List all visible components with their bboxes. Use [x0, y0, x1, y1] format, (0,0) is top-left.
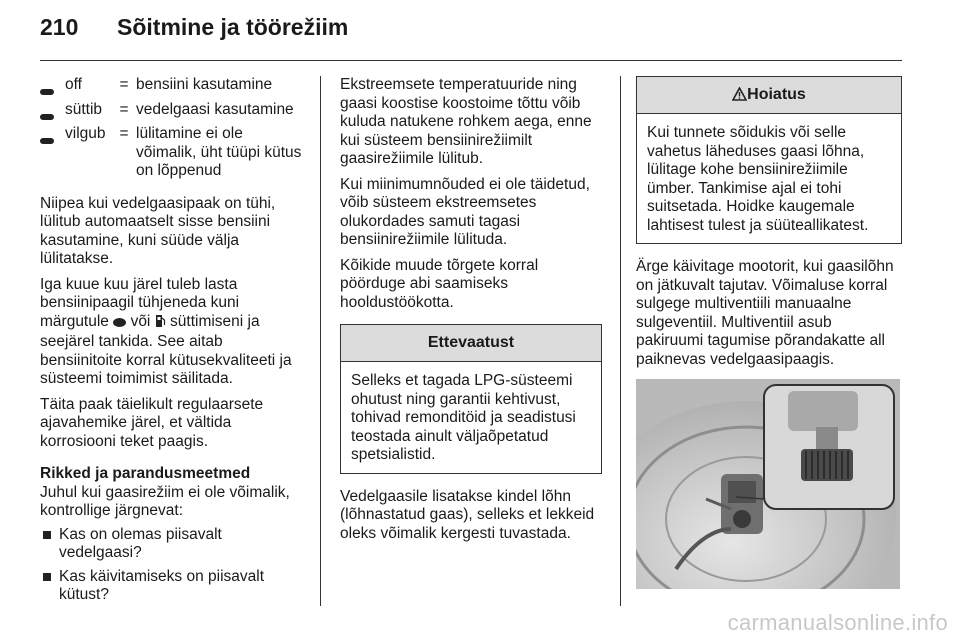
paragraph: Vedelgaasile lisatakse kindel lõhn (lõhnastatud gaas), selleks et lekkeid oleks võimalik kergesti tuvastada.	[340, 487, 595, 542]
legend-equals: =	[119, 100, 129, 118]
paragraph: Kõikide muude tõrgete korral pöörduge abi saamiseks hooldustöökotta.	[340, 256, 539, 311]
fuel-pump-icon	[155, 314, 166, 334]
watermark: carmanualsonline.info	[727, 610, 948, 635]
multivalve-illustration	[636, 379, 900, 589]
legend-equals: =	[119, 125, 129, 142]
warning-box	[636, 76, 902, 244]
caution-box	[340, 324, 602, 474]
legend-definition: bensiini kasutamine	[136, 76, 273, 93]
page-number: 210	[40, 14, 79, 40]
legend-row	[40, 76, 306, 101]
indicator-lamp-icon	[40, 114, 54, 120]
list-item	[40, 526, 306, 563]
column-left	[40, 76, 306, 605]
legend-row	[40, 125, 306, 181]
paragraph: Ekstreemsete temperatuuride ning gaasi koostise koostoime tõttu võib kuluda natukene rohkem aega, enne kui süsteem bensiinirežiimilt gaasirežiimile lülitub.	[340, 76, 592, 167]
legend-row	[40, 101, 306, 126]
section-heading: Rikked ja parandusmeetmed	[40, 465, 251, 482]
legend-term: süttib	[65, 100, 103, 118]
warning-header	[637, 77, 901, 114]
text-span: süttimiseni ja seejärel tankida. See aitab bensiinitoite korral kütusekvaliteeti ja süsteemi toimimist säilitada.	[40, 312, 292, 387]
caution-text: Selleks et tagada LPG-süsteemi ohutust ning garantii kehtivust, tohivad remonditöid ja seadistusi teostada ainult väljaõpetatud spetsialistid.	[351, 372, 576, 463]
warning-title: Hoiatus	[747, 86, 806, 103]
legend-equals: =	[119, 76, 129, 93]
header-divider	[40, 60, 902, 61]
lpg-indicator-icon	[113, 318, 126, 327]
column-middle	[340, 76, 602, 550]
bullet-icon	[43, 531, 51, 539]
text-span: või	[130, 312, 151, 330]
legend-definition: lülitamine ei ole võimalik, üht tüüpi kütus on lõppenud	[136, 125, 302, 179]
paragraph: Ärge käivitage mootorit, kui gaasilõhn on jätkuvalt tajutav. Võimaluse korral sulgege multiventiili manuaalne sulgeventiil. Multiventiil asub pakiruumi tagumise põrandakatte all paiknevas vedelgaasipaagis.	[636, 258, 894, 368]
legend-definition: vedelgaasi kasutamine	[136, 100, 294, 118]
legend-term: off	[65, 76, 82, 93]
indicator-lamp-icon	[40, 89, 54, 95]
list-item-text: Kas käivitamiseks on piisavalt kütust?	[59, 567, 265, 603]
column-right	[636, 76, 902, 589]
caution-title: Ettevaatust	[341, 325, 601, 362]
column-divider	[320, 76, 321, 606]
text-span: Iga kuue kuu järel tuleb lasta bensiinipaagil tühjeneda kuni märgutule	[40, 275, 240, 330]
legend-term: vilgub	[65, 125, 106, 142]
warning-triangle-icon	[732, 86, 747, 103]
column-divider	[620, 76, 621, 606]
list-item	[40, 568, 306, 605]
checklist	[40, 526, 306, 605]
list-item-text: Kas on olemas piisavalt vedelgaasi?	[59, 525, 222, 561]
paragraph: Kui miinimumnõuded ei ole täidetud, võib süsteem ekstreemsetes olukordades samuti tagasi bensiinirežiimile lülituda.	[340, 175, 590, 248]
paragraph: Niipea kui vedelgaasipaak on tühi, lülitub automaatselt sisse bensiini kasutamine, kuni süüde välja lülitatakse.	[40, 194, 276, 267]
warning-text: Kui tunnete sõidukis või selle vahetus läheduses gaasi lõhna, lülitage kohe bensiinirežiimile ümber. Tankimise ajal ei tohi suitsetada. Hoidke kaugemale lahtisest tulest ja süüteallikatest.	[647, 124, 869, 234]
indicator-lamp-icon	[40, 138, 54, 144]
bullet-icon	[43, 573, 51, 581]
page-title: Sõitmine ja töörežiim	[117, 14, 349, 40]
paragraph: Täita paak täielikult regulaarsete ajavahemike järel, et vältida korrosiooni teket paagis.	[40, 395, 264, 450]
paragraph: Juhul kui gaasirežiim ei ole võimalik, kontrollige järgnevat:	[40, 483, 290, 519]
paragraph	[40, 276, 306, 389]
indicator-legend	[40, 76, 306, 181]
